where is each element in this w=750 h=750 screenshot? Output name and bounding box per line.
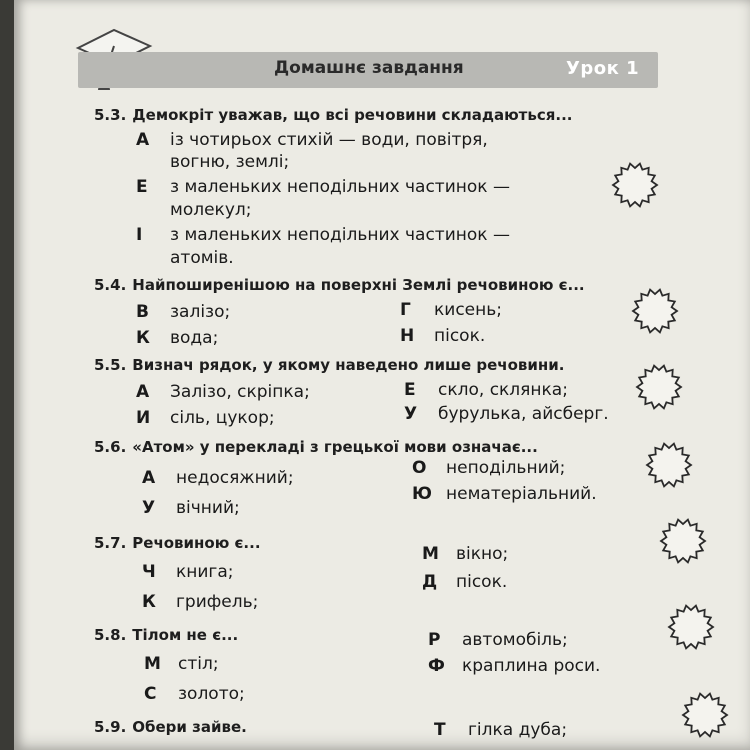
option-5-3-a: А із чотирьох стихій — води, повітря,: [136, 130, 488, 150]
option-5-4-v: В залізо;: [136, 302, 231, 322]
option-5-8-f: Ф краплина роси.: [428, 656, 601, 676]
option-5-5-e: Е скло, склянка;: [404, 380, 568, 400]
option-5-4-n: Н пісок.: [400, 326, 486, 346]
option-5-3-a-cont: вогню, землі;: [170, 152, 290, 172]
question-5-9: 5.9. Обери зайве.: [94, 718, 247, 736]
answer-star-5-5: [634, 362, 684, 412]
option-5-5-u: У бурулька, айсберг.: [404, 404, 609, 424]
option-5-7-ch: Ч книга;: [142, 562, 234, 582]
option-5-5-a: А Залізо, скріпка;: [136, 382, 310, 402]
lesson-label: Урок 1: [566, 58, 640, 79]
answer-star-5-3: [610, 160, 660, 210]
option-5-6-u: У вічний;: [142, 498, 240, 518]
question-5-4: 5.4. Найпоширенішою на поверхні Землі речовиною є...: [94, 276, 585, 294]
option-5-6-a: А недосяжний;: [142, 468, 294, 488]
option-5-4-k: К вода;: [136, 328, 219, 348]
option-5-8-r: Р автомобіль;: [428, 630, 568, 650]
answer-star-5-8: [666, 602, 716, 652]
option-5-3-e: Е з маленьких неподільних частинок —: [136, 177, 510, 197]
option-5-3-i: І з маленьких неподільних частинок —: [136, 225, 510, 245]
option-5-3-i-cont: атомів.: [170, 248, 234, 268]
option-5-5-y: И сіль, цукор;: [136, 408, 275, 428]
option-5-7-k: К грифель;: [142, 592, 259, 612]
question-5-7: 5.7. Речовиною є...: [94, 534, 261, 552]
option-5-3-e-cont: молекул;: [170, 200, 252, 220]
answer-star-5-9: [680, 690, 730, 740]
page-title: Домашнє завдання: [274, 58, 464, 78]
option-5-8-m: М стіл;: [144, 654, 219, 674]
answer-star-5-4: [630, 286, 680, 336]
option-5-9-t: Т гілка дуба;: [434, 720, 568, 740]
option-5-7-m: М вікно;: [422, 544, 509, 564]
question-5-6: 5.6. «Атом» у перекладі з грецької мови означає...: [94, 438, 538, 456]
workbook-page: [14, 0, 750, 750]
answer-star-5-7: [658, 516, 708, 566]
option-5-7-d: Д пісок.: [422, 572, 508, 592]
question-5-3: 5.3. Демокріт уважав, що всі речовини складаються...: [94, 106, 573, 124]
option-5-8-s: С золото;: [144, 684, 245, 704]
answer-star-5-6: [644, 440, 694, 490]
question-5-8: 5.8. Тілом не є...: [94, 626, 239, 644]
option-5-4-h: Г кисень;: [400, 300, 502, 320]
option-5-6-yu: Ю нематеріальний.: [412, 484, 597, 504]
question-5-5: 5.5. Визнач рядок, у якому наведено лише речовини.: [94, 356, 565, 374]
option-5-6-o: О неподільний;: [412, 458, 566, 478]
